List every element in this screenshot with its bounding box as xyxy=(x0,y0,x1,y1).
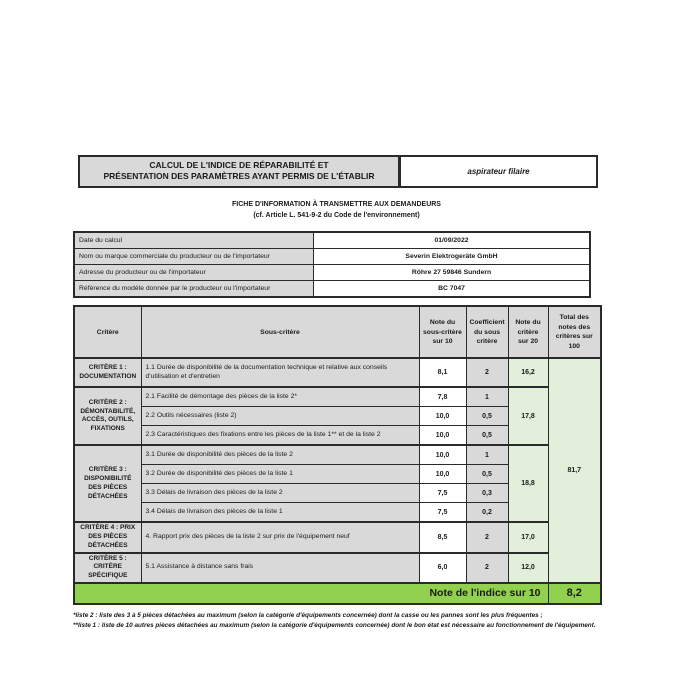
info-row-producer-name xyxy=(74,249,590,265)
note-2-3: 10,0 xyxy=(419,426,466,446)
criterion-3-label: CRITÈRE 3 : DISPONIBILITÉ DES PIÈCES DÉTACHÉES xyxy=(74,445,141,522)
coef-3-2: 0,5 xyxy=(466,465,508,484)
subcriterion-4-label: 4. Rapport prix des pièces de la liste 2 sur prix de l'équipement neuf xyxy=(141,522,419,552)
info-row-model-reference xyxy=(74,281,590,298)
document-title xyxy=(78,155,400,188)
note20-criterion-5: 12,0 xyxy=(508,553,548,583)
score-row-1-1 xyxy=(74,358,601,387)
total-notes-cell: 81,7 xyxy=(548,358,601,583)
info-value-producer-address: Röhre 27 59846 Sundern xyxy=(314,265,591,281)
subcriterion-2-2-label: 2.2 Outils nécessaires (liste 2) xyxy=(141,407,419,426)
subcriterion-5-1-label: 5.1 Assistance à distance sans frais xyxy=(141,553,419,583)
col-header-sous-critere: Sous-critère xyxy=(141,306,419,358)
product-type-label: aspirateur filaire xyxy=(467,166,530,176)
criterion-1-label: CRITÈRE 1 : DOCUMENTATION xyxy=(74,358,141,387)
info-value-date: 01/09/2022 xyxy=(314,232,591,249)
footnote-liste-1: **liste 1 : liste de 10 autres pièces détachées au maximum (selon la catégorie d'équipements concernée) dont le bon état est nécessaire au fonctionnement de l'équipement. xyxy=(73,622,596,630)
subcriterion-3-2-label: 3.2 Durée de disponibilité des pièces de la liste 1 xyxy=(141,465,419,484)
info-label-producer-name: Nom ou marque commerciale du producteur ou de l'importateur xyxy=(74,249,314,265)
score-row-4 xyxy=(74,522,601,552)
criterion-2-label: CRITÈRE 2 : DÉMONTABILITÉ, ACCÈS, OUTILS, FIXATIONS xyxy=(74,387,141,445)
index-summary-row xyxy=(74,583,601,604)
product-type-box xyxy=(400,155,598,188)
note20-criterion-4: 17,0 xyxy=(508,522,548,552)
index-value: 8,2 xyxy=(548,583,601,604)
note-3-2: 10,0 xyxy=(419,465,466,484)
note20-criterion-1: 16,2 xyxy=(508,358,548,387)
producer-info-table xyxy=(73,231,591,298)
note-4: 8,5 xyxy=(419,522,466,552)
note-3-3: 7,5 xyxy=(419,484,466,503)
info-label-model-reference: Référence du modèle donnée par le producteur ou l'importateur xyxy=(74,281,314,298)
subtitle-line2: (cf. Article L. 541-9-2 du Code de l'environnement) xyxy=(253,212,420,220)
subcriterion-3-1-label: 3.1 Durée de disponibilité des pièces de la liste 2 xyxy=(141,445,419,465)
footnotes xyxy=(73,611,600,632)
note-5-1: 6,0 xyxy=(419,553,466,583)
coef-4: 2 xyxy=(466,522,508,552)
footnote-liste-2: *liste 2 : liste des 3 à 5 pièces détachées au maximum (selon la catégorie d'équipements concernée) dont la casse ou les pannes sont les plus fréquentes ; xyxy=(73,611,543,619)
index-label: Note de l'indice sur 10 xyxy=(74,583,548,604)
subcriterion-2-1-label: 2.1 Facilité de démontage des pièces de la liste 2* xyxy=(141,387,419,407)
info-value-model-reference: BC 7047 xyxy=(314,281,591,298)
coef-2-3: 0,5 xyxy=(466,426,508,446)
note20-criterion-3: 18,8 xyxy=(508,445,548,522)
subcriterion-2-3-label: 2.3 Caractéristiques des fixations entre les pièces de la liste 1** et de la liste 2 xyxy=(141,426,419,446)
score-row-5-1 xyxy=(74,553,601,583)
info-label-date: Date du calcul xyxy=(74,232,314,249)
note-1-1: 8,1 xyxy=(419,358,466,387)
score-table-header-row xyxy=(74,306,601,358)
coef-3-4: 0,2 xyxy=(466,503,508,523)
col-header-critere: Critère xyxy=(74,306,141,358)
subcriterion-3-4-label: 3.4 Délais de livraison des pièces de la liste 1 xyxy=(141,503,419,523)
col-header-coefficient: Coefficient du sous critère xyxy=(466,306,508,358)
col-header-total: Total des notes des critères sur 100 xyxy=(548,306,601,358)
document-header xyxy=(78,155,598,188)
note-2-1: 7,8 xyxy=(419,387,466,407)
score-row-2-1 xyxy=(74,387,601,407)
criterion-4-label: CRITÈRE 4 : PRIX DES PIÈCES DÉTACHÉES xyxy=(74,522,141,552)
note20-criterion-2: 17,8 xyxy=(508,387,548,445)
note-2-2: 10,0 xyxy=(419,407,466,426)
info-value-producer-name: Severin Elektrogeräte GmbH xyxy=(314,249,591,265)
note-3-4: 7,5 xyxy=(419,503,466,523)
coef-2-2: 0,5 xyxy=(466,407,508,426)
subcriterion-3-3-label: 3.3 Délais de livraison des pièces de la liste 2 xyxy=(141,484,419,503)
coef-2-1: 1 xyxy=(466,387,508,407)
repairability-index-document xyxy=(73,155,600,632)
score-row-3-1 xyxy=(74,445,601,465)
document-title-line2: PRÉSENTATION DES PARAMÈTRES AYANT PERMIS DE L'ÉTABLIR xyxy=(103,171,375,182)
document-title-line1: CALCUL DE L'INDICE DE RÉPARABILITÉ ET xyxy=(149,160,329,170)
coef-5-1: 2 xyxy=(466,553,508,583)
info-row-date xyxy=(74,232,590,249)
score-table xyxy=(73,305,602,605)
col-header-note-sous-critere: Note du sous-critère sur 10 xyxy=(419,306,466,358)
criterion-5-label: CRITÈRE 5 : CRITÈRE SPÉCIFIQUE xyxy=(74,553,141,583)
info-row-producer-address xyxy=(74,265,590,281)
coef-3-3: 0,3 xyxy=(466,484,508,503)
note-3-1: 10,0 xyxy=(419,445,466,465)
col-header-note-critere: Note du critère sur 20 xyxy=(508,306,548,358)
info-label-producer-address: Adresse du producteur ou de l'importateur xyxy=(74,265,314,281)
subcriterion-1-1-label: 1.1 Durée de disponibilité de la documentation technique et relative aux conseils d'utilisation et d'entretien xyxy=(141,358,419,387)
document-subtitle xyxy=(73,199,600,221)
coef-1-1: 2 xyxy=(466,358,508,387)
subtitle-line1: FICHE D'INFORMATION À TRANSMETTRE AUX DEMANDEURS xyxy=(232,200,441,208)
coef-3-1: 1 xyxy=(466,445,508,465)
